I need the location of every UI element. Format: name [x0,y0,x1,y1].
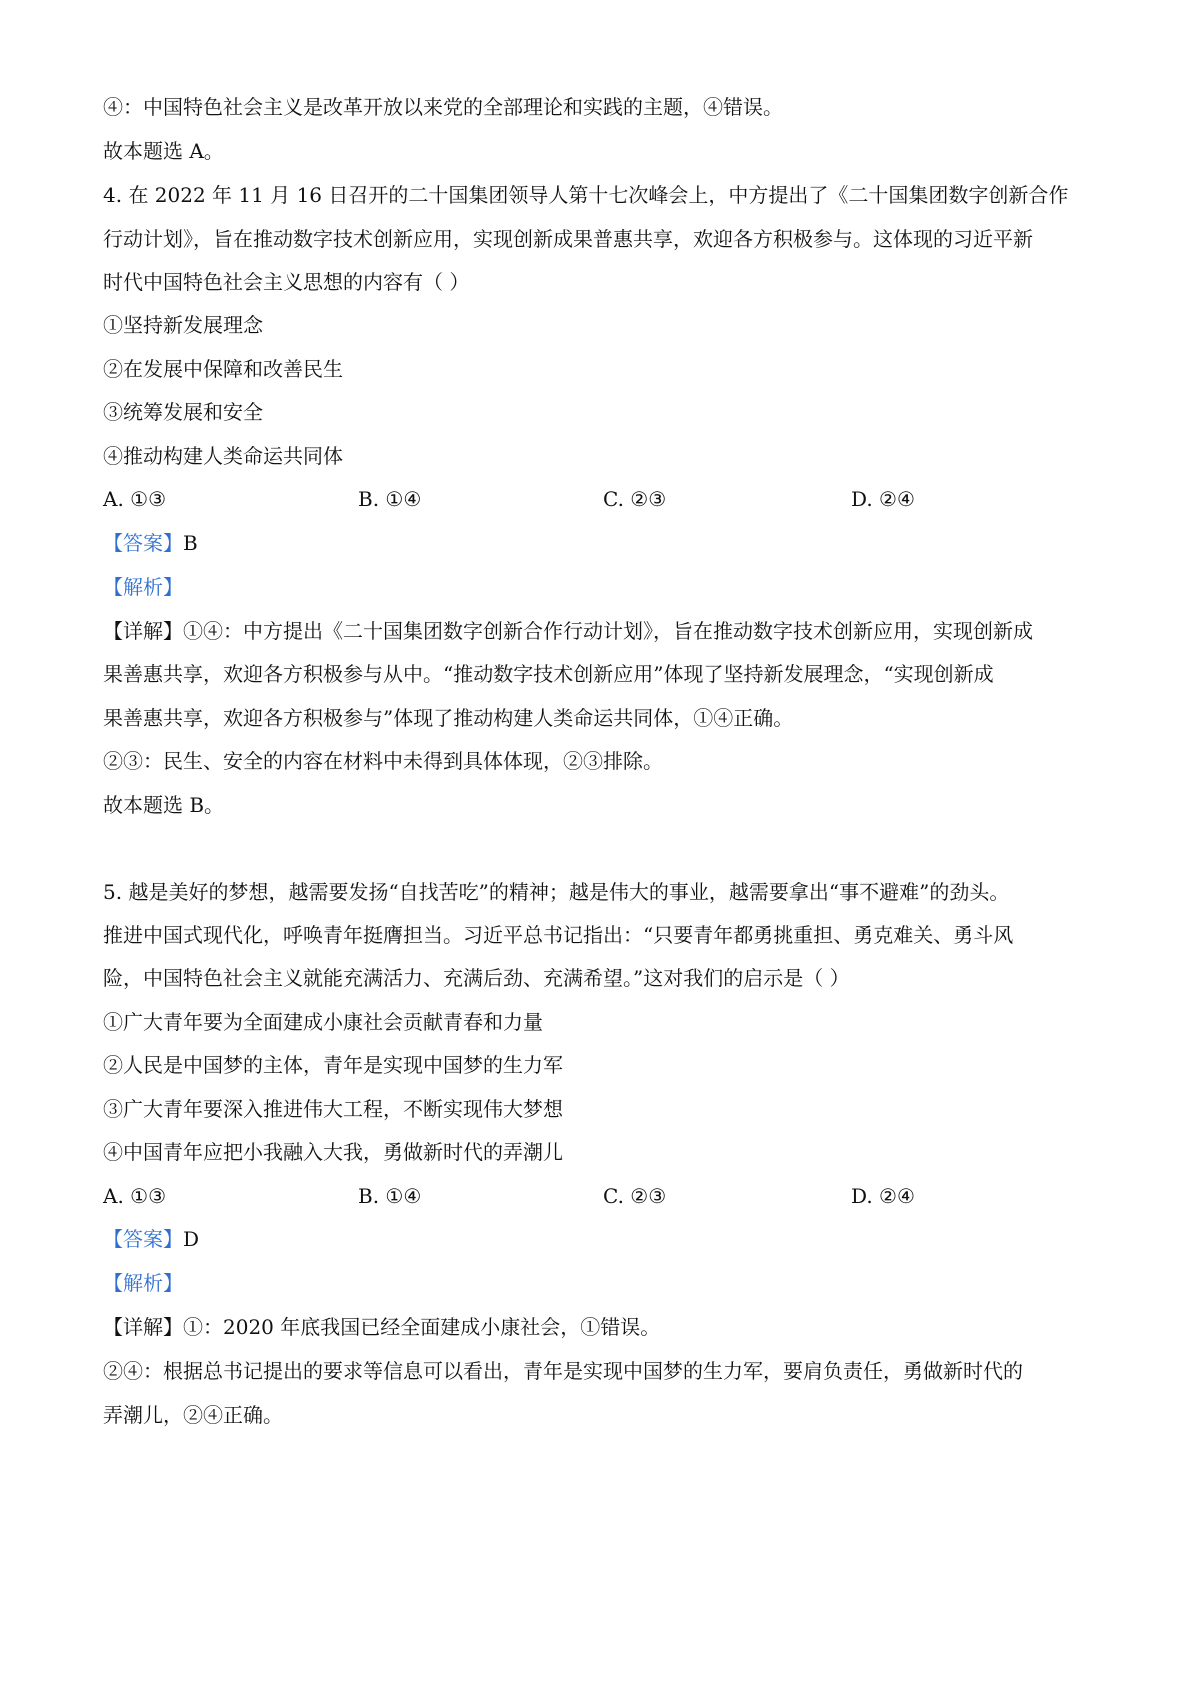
q5-item-2: ②人民是中国梦的主体，青年是实现中国梦的生力军 [103,1053,563,1077]
q5-option-a: A. ①③ [103,1184,167,1208]
q4-answer: B [183,531,198,555]
q4-detail-line-3: 果善惠共享，欢迎各方积极参与”体现了推动构建人类命运共同体，①④正确。 [103,706,794,730]
answer-tag: 【答案】 [103,531,183,555]
q4-stem-line-1: 4. 在 2022 年 11 月 16 日召开的二十国集团领导人第十七次峰会上，中方提出了《二十国集团数字创新合作 [103,183,1069,207]
analysis-tag: 【解析】 [103,1271,183,1295]
q5-analysis-heading [103,1269,183,1297]
q4-detail-line-5: 故本题选 B。 [103,793,225,817]
q4-item-4: ④推动构建人类命运共同体 [103,444,343,468]
q5-item-1: ①广大青年要为全面建成小康社会贡献青春和力量 [103,1010,543,1034]
analysis-tag: 【解析】 [103,575,183,599]
analysis-line: ④：中国特色社会主义是改革开放以来党的全部理论和实践的主题，④错误。 [103,95,783,119]
q5-stem-line-3: 险，中国特色社会主义就能充满活力、充满后劲、充满希望。”这对我们的启示是（ ） [103,966,850,990]
q4-detail-line-1: 【详解】①④：中方提出《二十国集团数字创新合作行动计划》，旨在推动数字技术创新应用，实现创新成 [103,619,1033,643]
q4-answer-line [103,529,198,557]
q4-options [0,485,1200,513]
q5-item-3: ③广大青年要深入推进伟大工程，不断实现伟大梦想 [103,1097,563,1121]
q4-detail-line-4: ②③：民生、安全的内容在材料中未得到具体体现，②③排除。 [103,749,663,773]
q5-item-4: ④中国青年应把小我融入大我，勇做新时代的弄潮儿 [103,1140,563,1164]
q4-detail-line-2: 果善惠共享，欢迎各方积极参与从中。“推动数字技术创新应用”体现了坚持新发展理念，“实现创新成 [103,662,994,686]
q5-answer-line [103,1225,199,1253]
q4-analysis-heading [103,573,183,601]
q4-item-2: ②在发展中保障和改善民生 [103,357,343,381]
q5-detail-line-2: ②④：根据总书记提出的要求等信息可以看出，青年是实现中国梦的生力军，要肩负责任，勇做新时代的 [103,1359,1023,1383]
q4-item-1: ①坚持新发展理念 [103,313,263,337]
q4-option-b: B. ①④ [358,487,422,511]
conclusion-line: 故本题选 A。 [103,139,224,163]
q5-detail-line-3: 弄潮儿，②④正确。 [103,1403,283,1427]
q5-options [0,1182,1200,1210]
q5-stem-line-2: 推进中国式现代化，呼唤青年挺膺担当。习近平总书记指出：“只要青年都勇挑重担、勇克难关、勇斗风 [103,923,1014,947]
q4-stem-line-2: 行动计划》，旨在推动数字技术创新应用，实现创新成果普惠共享，欢迎各方积极参与。这体现的习近平新 [103,227,1033,251]
q5-option-c: C. ②③ [603,1184,667,1208]
q4-option-a: A. ①③ [103,487,167,511]
answer-tag: 【答案】 [103,1227,183,1251]
q4-stem-line-3: 时代中国特色社会主义思想的内容有（ ） [103,270,470,294]
q5-detail-line-1: 【详解】①：2020 年底我国已经全面建成小康社会，①错误。 [103,1315,661,1339]
q5-option-b: B. ①④ [358,1184,422,1208]
q5-option-d: D. ②④ [851,1184,915,1208]
q4-item-3: ③统筹发展和安全 [103,400,263,424]
q4-option-d: D. ②④ [851,487,915,511]
q5-answer: D [183,1227,200,1251]
q4-option-c: C. ②③ [603,487,667,511]
q5-stem-line-1: 5. 越是美好的梦想，越需要发扬“自找苦吃”的精神；越是伟大的事业，越需要拿出“事不避难”的劲头。 [103,880,1010,904]
